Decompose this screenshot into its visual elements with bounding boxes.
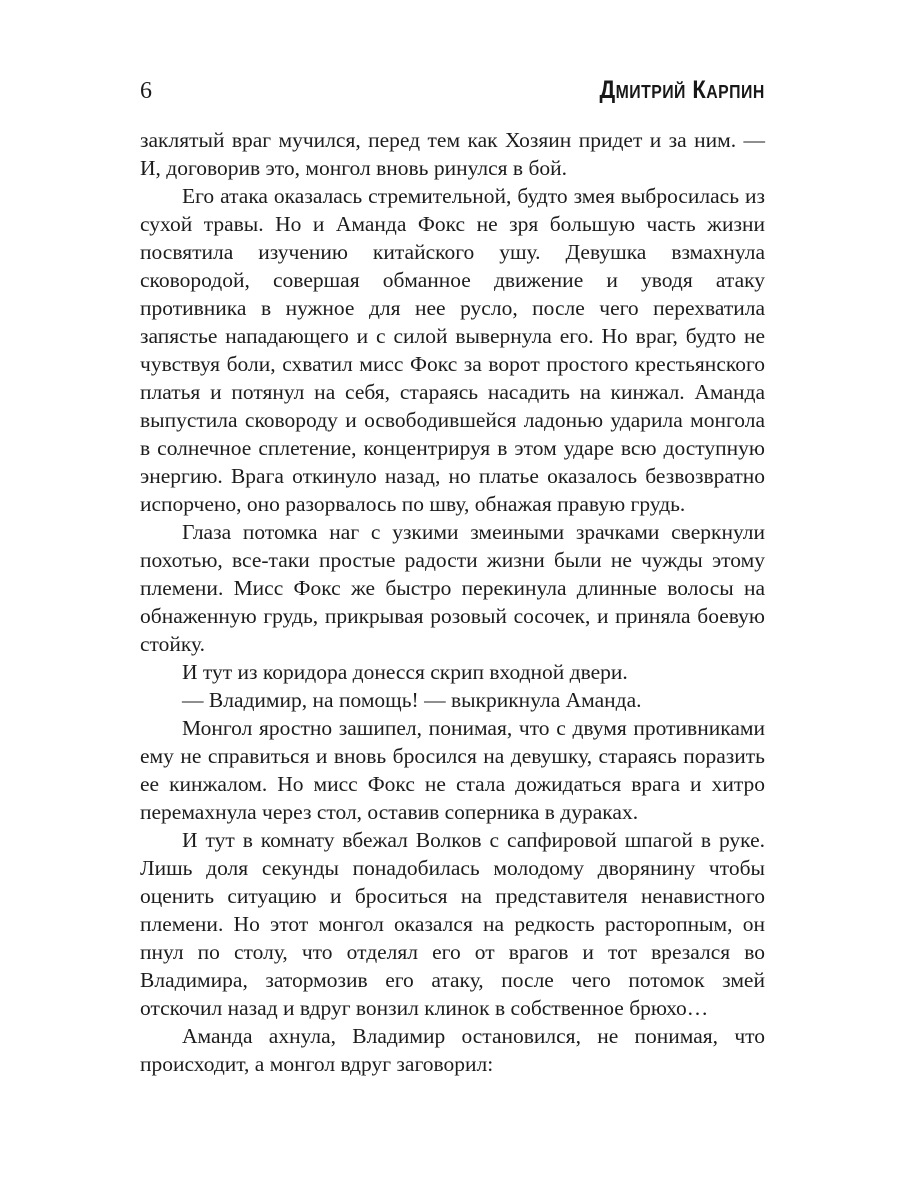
- paragraph: Монгол яростно зашипел, понимая, что с двумя противниками ему не справиться и вновь бросился на девушку, стараясь поразить ее кинжалом. Но мисс Фокс не стала дожидаться врага и хитро перемахнула через стол, оставив соперника в дураках.: [140, 716, 765, 824]
- running-header: [140, 76, 765, 105]
- paragraph: И тут в комнату вбежал Волков с сапфировой шпагой в руке. Лишь доля секунды понадобилась молодому дворянину чтобы оценить ситуацию и броситься на представителя ненавистного племени. Но этот монгол оказался на редкость расторопным, он пнул по столу, что отделял его от врагов и тот врезался во Владимира, затормозив его атаку, после чего потомок змей отскочил назад и вдруг вонзил клинок в собственное брюхо…: [140, 828, 765, 1020]
- paragraph: И тут из коридора донесся скрип входной двери.: [182, 660, 628, 684]
- paragraph: — Владимир, на помощь! — выкрикнула Аманда.: [182, 688, 642, 712]
- paragraph: Его атака оказалась стремительной, будто змея выбросилась из сухой травы. Но и Аманда Фокс не зря большую часть жизни посвятила изучению китайского ушу. Девушка взмахнула сковородой, совершая обманное движение и уводя атаку противника в нужное для нее русло, после чего перехватила запястье нападающего и с силой вывернула его. Но враг, будто не чувствуя боли, схватил мисс Фокс за ворот простого крестьянского платья и потянул на себя, стараясь насадить на кинжал. Аманда выпустила сковороду и освободившейся ладонью ударила монгола в солнечное сплетение, концентрируя в этом ударе всю доступную энергию. Врага откинуло назад, но платье оказалось безвозвратно испорчено, оно разорвалось по шву, обнажая правую грудь.: [140, 184, 765, 516]
- paragraph: Аманда ахнула, Владимир остановился, не понимая, что происходит, а монгол вдруг заговорил:: [140, 1024, 765, 1076]
- paragraph: заклятый враг мучился, перед тем как Хозяин придет и за ним. — И, договорив это, монгол вновь ринулся в бой.: [140, 128, 765, 180]
- page-body: [140, 126, 765, 1078]
- author-header: Дмитрий Карпин: [599, 76, 765, 104]
- page-number: 6: [140, 78, 153, 104]
- paragraph: Глаза потомка наг с узкими змеиными зрачками сверкнули похотью, все-таки простые радости жизни были не чужды этому племени. Мисс Фокс же быстро перекинула длинные волосы на обнаженную грудь, прикрывая розовый сосочек, и приняла боевую стойку.: [140, 520, 765, 656]
